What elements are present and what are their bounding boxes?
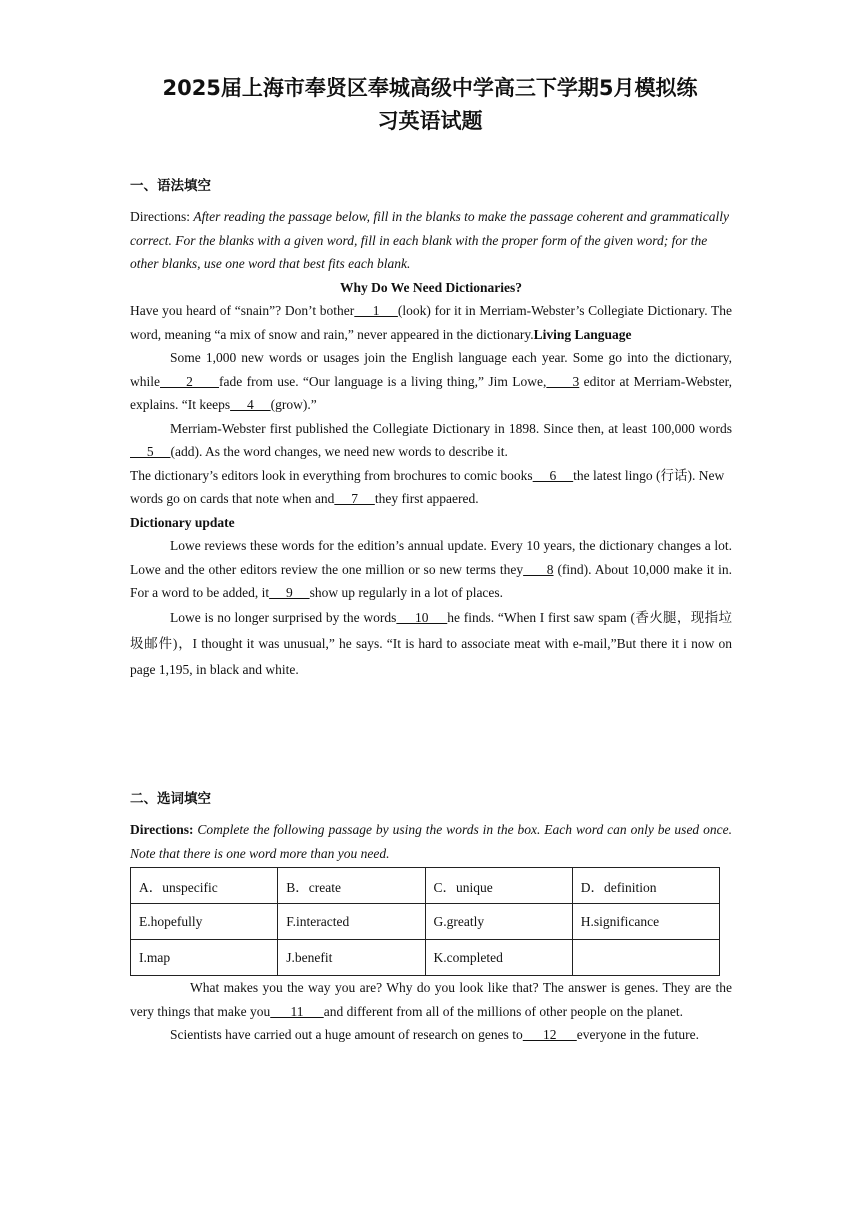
blank-5[interactable]: 5 — [130, 444, 171, 459]
text: they first appaered. — [374, 491, 479, 506]
paragraph-3 — [130, 417, 732, 464]
blank-1[interactable]: 1 — [354, 303, 398, 318]
word-box — [130, 867, 720, 976]
text: editor at Merriam-Webster, explains. “It keeps — [130, 373, 733, 412]
blank-9[interactable]: 9 — [269, 585, 310, 600]
word-option: G.greatly — [425, 904, 572, 940]
text: the latest lingo (行话). New words go on cards that note when and — [130, 467, 725, 506]
blank-2[interactable]: 2 — [160, 373, 220, 389]
directions-text: Complete the following passage by using the words in the box. Each word can only be used once. Note that there is one word more than you need. — [130, 822, 732, 861]
text: he finds. “When I first saw spam (香火腿，现指垃圾邮件)，I thought it was unusual,” he says. “It is hard to associate meat with e-mail,”But there it i now on page 1,195, in black and white. — [130, 609, 733, 677]
blank-11[interactable]: 11 — [270, 1003, 324, 1019]
directions — [130, 205, 732, 276]
text: What makes you the way you are? Why do you look like that? The answer is genes. They are the very things that make you — [130, 980, 732, 1019]
blank-10[interactable]: 10 — [396, 609, 448, 625]
paragraph-1 — [130, 976, 732, 1023]
word-option: J.benefit — [278, 940, 425, 976]
text: show up regularly in a lot of places. — [309, 585, 504, 600]
text: Lowe is no longer surprised by the words — [170, 609, 397, 625]
word-option: H.significance — [572, 904, 719, 940]
text: Have you heard of “snain”? Don’t bother — [130, 303, 355, 318]
title-line-1: 2025届上海市奉贤区奉城高级中学高三下学期5月模拟练 — [162, 76, 698, 100]
text: and different from all of the millions of other people on the planet. — [323, 1003, 684, 1019]
blank-7[interactable]: 7 — [334, 491, 375, 506]
text: (find). About 10,000 make it in. For a word to be added, it — [130, 561, 732, 600]
section-heading: 一、语法填空 — [130, 178, 211, 194]
section-grammar-content — [130, 205, 732, 683]
word-option: I.map — [131, 940, 278, 976]
passage-title: Why Do We Need Dictionaries? — [340, 279, 522, 295]
directions-text: After reading the passage below, fill in the blanks to make the passage coherent and grammatically correct. For the blanks with a given word, fill in each blank with the proper form of the given word; for the other blanks, use one word that best fits each blank. — [130, 209, 730, 271]
paragraph-4 — [130, 464, 732, 511]
blank-4[interactable]: 4 — [230, 397, 271, 412]
document-title — [0, 72, 860, 138]
word-option: D．definition — [572, 868, 719, 904]
text: (look) for it in Merriam-Webster’s Collegiate Dictionary. The word, meaning “a mix of snow and rain,” never appeared in the dictionary. — [130, 303, 733, 342]
subheading-dictionary-update: Dictionary update — [130, 514, 235, 530]
text: (add). As the word changes, we need new words to describe it. — [170, 444, 508, 459]
text: Scientists have carried out a huge amount of research on genes to — [170, 1027, 523, 1042]
directions-label: Directions: — [130, 209, 194, 224]
word-option: C．unique — [425, 868, 572, 904]
directions — [130, 818, 732, 865]
word-option: B．create — [278, 868, 425, 904]
section-heading: 二、选词填空 — [130, 791, 211, 807]
text: fade from use. “Our language is a living thing,” Jim Lowe, — [219, 373, 547, 389]
text: Merriam-Webster first published the Collegiate Dictionary in 1898. Since then, at least 100,000 words — [170, 420, 732, 436]
word-option: K.completed — [425, 940, 572, 976]
text: Some 1,000 new words or usages join the English language each year. Some go into the dictionary, while — [130, 350, 732, 389]
word-box-row — [131, 868, 720, 904]
paragraph-1 — [130, 299, 732, 346]
text: The dictionary’s editors look in everything from brochures to comic books — [130, 467, 533, 483]
word-option-empty — [572, 940, 719, 976]
section-word-choice-content — [130, 818, 732, 1047]
section-grammar — [130, 174, 732, 194]
subheading-living-language: Living Language — [533, 326, 632, 342]
title-line-2: 习英语试题 — [377, 109, 483, 133]
word-option: E.hopefully — [131, 904, 278, 940]
paragraph-2 — [130, 346, 732, 417]
paragraph-6 — [130, 605, 732, 683]
text: (grow).” — [270, 397, 317, 412]
section-word-choice — [130, 787, 732, 807]
text: everyone in the future. — [576, 1027, 699, 1042]
text: Lowe reviews these words for the edition’s annual update. Every 10 years, the dictionary changes a lot. Lowe and the other editors review the one million or so new terms they — [130, 538, 732, 577]
paragraph-5 — [130, 534, 732, 605]
blank-3[interactable]: 3 — [546, 373, 580, 389]
word-box-row — [131, 904, 720, 940]
directions-label: Directions: — [130, 822, 198, 837]
paragraph-2 — [130, 1023, 732, 1047]
word-box-row — [131, 940, 720, 976]
word-option: F.interacted — [278, 904, 425, 940]
word-option: A．unspecific — [131, 868, 278, 904]
blank-8[interactable]: 8 — [523, 561, 554, 577]
blank-6[interactable]: 6 — [532, 467, 574, 483]
blank-12[interactable]: 12 — [522, 1027, 577, 1042]
